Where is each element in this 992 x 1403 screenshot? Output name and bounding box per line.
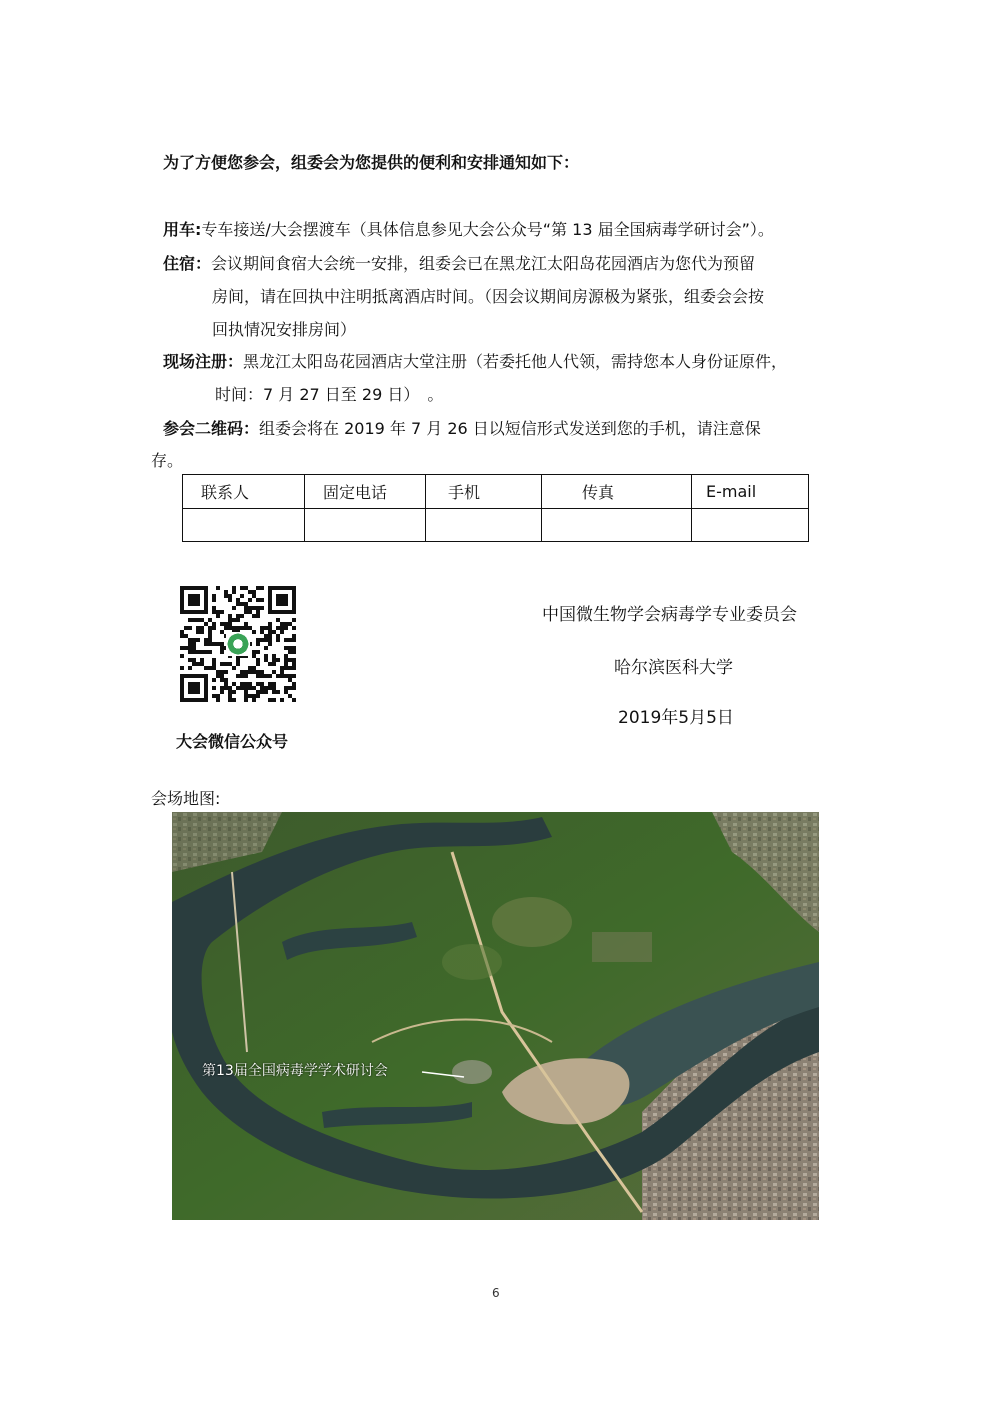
- registration-line-1: [163, 351, 787, 373]
- qrcode-line-1: [163, 418, 761, 440]
- header-email: E-mail: [692, 475, 809, 509]
- cell-fax[interactable]: [542, 508, 692, 542]
- registration-label: 现场注册：: [163, 352, 244, 371]
- lodging-label: 住宿：: [163, 254, 212, 273]
- map-venue-annotation: 第13届全国病毒学学术研讨会: [202, 1063, 388, 1079]
- registration-text-1: 黑龙江太阳岛花园酒店大堂注册（若委托他人代领，需持您本人身份证原件，: [243, 352, 788, 371]
- qrcode-text-2: 存。: [151, 451, 184, 470]
- header-fax: 传真: [542, 475, 692, 509]
- lodging-text-2: 房间，请在回执中注明抵离酒店时间。（因会议期间房源极为紧张，组委会会按: [212, 287, 765, 306]
- lodging-text-3: 回执情况安排房间）: [212, 320, 357, 339]
- notice-heading: 为了方便您参会，组委会为您提供的便利和安排通知如下：: [163, 153, 580, 172]
- qrcode-label: 参会二维码：: [163, 419, 260, 438]
- lodging-text-1: 会议期间食宿大会统一安排，组委会已在黑龙江太阳岛花园酒店为您代为预留: [211, 254, 756, 273]
- wechat-caption: 大会微信公众号: [176, 732, 289, 751]
- header-mobile: 手机: [426, 475, 542, 509]
- venue-map-image: [172, 812, 819, 1220]
- contact-table-row: [183, 508, 809, 542]
- signature-date: 2019年5月5日: [618, 708, 734, 728]
- cell-landline[interactable]: [305, 508, 426, 542]
- cell-email[interactable]: [692, 508, 809, 542]
- venue-map[interactable]: [172, 812, 819, 1220]
- qrcode-text-1: 组委会将在 2019 年 7 月 26 日以短信形式发送到您的手机，请注意保: [259, 419, 761, 438]
- transport-text: 专车接送/大会摆渡车（具体信息参见大会公众号“第 13 届全国病毒学研讨会”）。: [201, 220, 774, 239]
- page-number: 6: [492, 1286, 500, 1300]
- registration-text-2: 时间：7 月 27 日至 29 日） 。: [215, 385, 444, 404]
- contact-table-header-row: [183, 475, 809, 509]
- map-label: 会场地图:: [151, 789, 221, 808]
- contact-table: [182, 474, 809, 542]
- signature-org: 中国微生物学会病毒学专业委员会: [542, 605, 797, 625]
- header-contact-person: 联系人: [183, 475, 305, 509]
- transport-label: 用车:: [163, 220, 202, 239]
- cell-contact-person[interactable]: [183, 508, 305, 542]
- cell-mobile[interactable]: [426, 508, 542, 542]
- signature-university: 哈尔滨医科大学: [614, 658, 733, 678]
- transport-line: [163, 219, 774, 241]
- header-landline: 固定电话: [305, 475, 426, 509]
- wechat-qr-code[interactable]: [180, 586, 296, 702]
- lodging-line-1: [163, 253, 755, 275]
